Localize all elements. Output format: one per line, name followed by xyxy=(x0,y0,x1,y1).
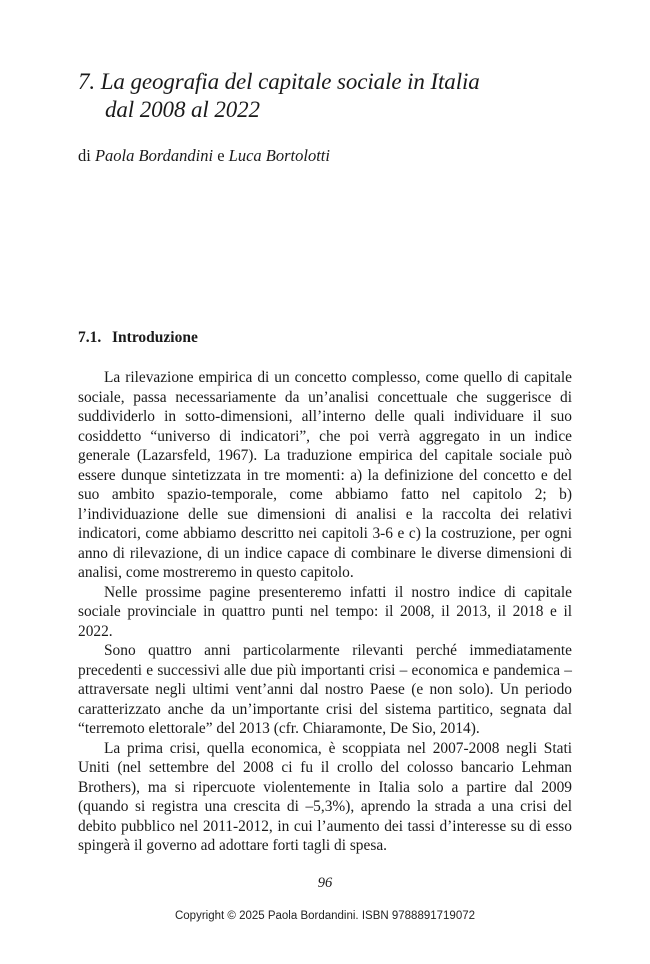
author-name: Luca Bortolotti xyxy=(228,146,330,165)
chapter-title-line-1: 7. La geografia del capitale sociale in Italia xyxy=(78,69,480,94)
section-number: 7.1. xyxy=(78,329,102,346)
copyright-notice: Copyright © 2025 Paola Bordandini. ISBN 9788891719072 xyxy=(174,910,476,922)
paragraph: La prima crisi, quella economica, è scoppiata nel 2007-2008 negli Stati Uniti (nel settembre del 2008 ci fu il crollo del colosso bancario Lehman Brothers), ma si ripercuote violentemente in Italia solo a partire dal 2009 (quando si registra una crescita di –5,3%), aprendo la strada a una crisi del debito pubblico nel 2011-2012, in cui l’aumento dei tassi d’interesse su di esso spingerà il governo ad adottare forti tagli di spesa. xyxy=(78,739,572,854)
paragraph: Nelle prossime pagine presenteremo infatti il nostro indice di capitale sociale provinciale in quattro punti nel tempo: il 2008, il 2013, il 2018 e il 2022. xyxy=(78,583,572,640)
paragraph: La rilevazione empirica di un concetto complesso, come quello di capitale sociale, passa necessariamente da un’analisi concettuale che suggerisce di suddividerlo in sotto-dimensioni, all’interno delle quali individuare il suo cosiddetto “universo di indicatori”, che poi verrà aggregato in un indice generale (Lazarsfeld, 1967). La traduzione empirica del capitale sociale può essere dunque sintetizzata in tre momenti: a) la definizione del concetto e del suo ambito spazio-temporale, come abbiamo fatto nel capitolo 2; b) l’individuazione delle sue dimensioni di analisi e la raccolta dei relativi indicatori, come abbiamo descritto nei capitoli 3-6 e c) la costruzione, per ogni anno di rilevazione, di un indice capace di combinare le diverse dimensioni di analisi, come mostreremo in questo capitolo. xyxy=(78,369,572,581)
chapter-title xyxy=(78,68,578,124)
body-text xyxy=(78,368,572,856)
byline-connector: e xyxy=(213,146,229,165)
section-heading xyxy=(78,328,198,348)
page-number: 96 xyxy=(317,875,333,891)
paragraph: Sono quattro anni particolarmente rilevanti perché immediatamente precedenti e successivi alle due più importanti crisi – economica e pandemica – attraversate negli ultimi vent’anni dal nostro Paese (e non solo). Un periodo caratterizzato anche da un’importante crisi del sistema partitico, segnata dal “terremoto elettorale” del 2013 (cfr. Chiaramonte, De Sio, 2014). xyxy=(78,642,572,737)
section-title: Introduzione xyxy=(112,329,198,346)
chapter-title-line-2: dal 2008 al 2022 xyxy=(105,97,260,122)
byline-prefix: di xyxy=(78,146,95,165)
author-byline xyxy=(78,145,330,167)
author-name: Paola Bordandini xyxy=(94,146,214,165)
